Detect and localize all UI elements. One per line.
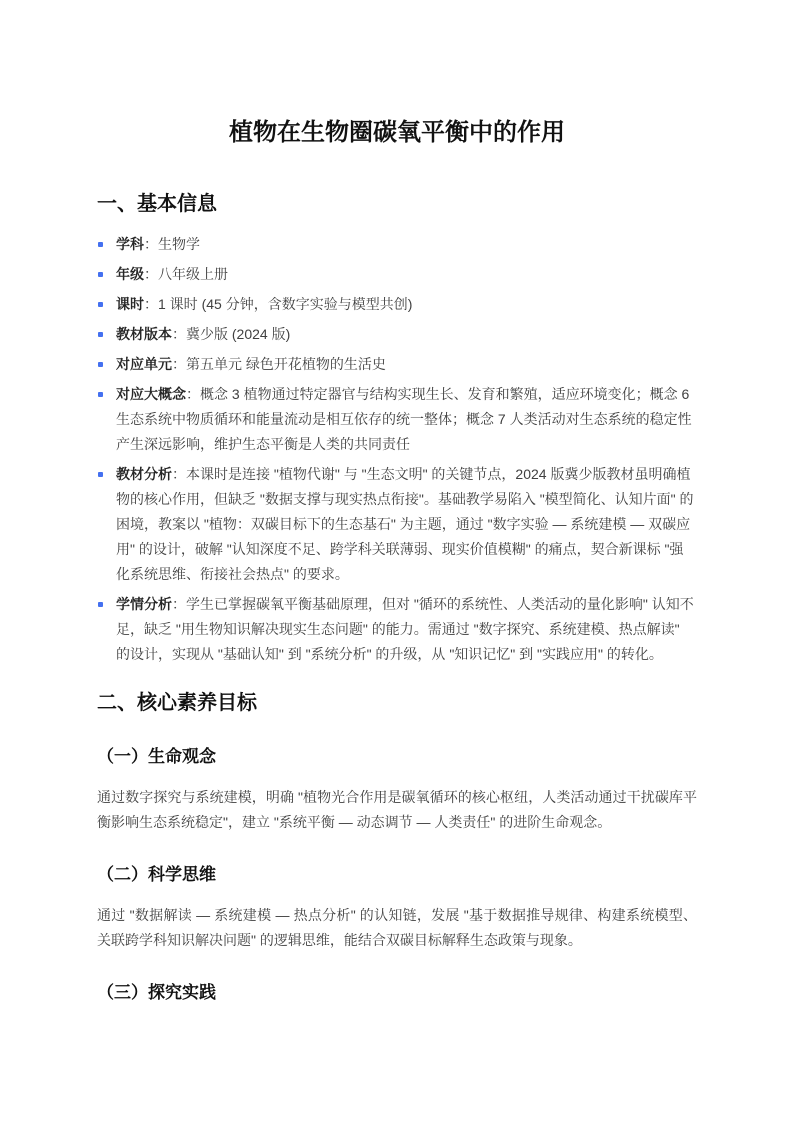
basic-info-list — [97, 232, 697, 667]
section-heading-basic-info: 一、基本信息 — [97, 193, 217, 215]
item-text: ：概念 3 植物通过特定器官与结构实现生长、发育和繁殖，适应环境变化；概念 6 生态系统中物质循环和能量流动是相互依存的统一整体；概念 7 人类活动对生态系统的稳定性产生深远影响，维护生态平衡是人类的共同责任 — [116, 386, 692, 452]
list-item-grade — [97, 262, 697, 287]
bullet-icon — [98, 472, 103, 477]
subsection-body-scientific-thinking: 通过 "数据解读 — 系统建模 — 热点分析" 的认知链，发展 "基于数据推导规律、构建系统模型、关联跨学科知识解决问题" 的逻辑思维，能结合双碳目标解释生态政策与现象。 — [97, 907, 697, 948]
item-text: ：本课时是连接 "植物代谢" 与 "生态文明" 的关键节点，2024 版冀少版教材虽明确植物的核心作用，但缺乏 "数据支撑与现实热点衔接"。基础教学易陷入 "模型简化、认知片面" 的困境，教案以 "植物：双碳目标下的生态基石" 为主题，通过 "数字实验 — 系统建模 — 双碳应用" 的设计，破解 "认知深度不足、跨学科关联薄弱、现实价值模糊" 的痛点，契合新课标 "强化系统思维、衔接社会热点" 的要求。 — [116, 466, 694, 582]
item-text: ：学生已掌握碳氧平衡基础原理，但对 "循环的系统性、人类活动的量化影响" 认知不足，缺乏 "用生物知识解决现实生态问题" 的能力。需通过 "数字探究、系统建模、热点解读" 的设计，实现从 "基础认知" 到 "系统分析" 的升级，从 "知识记忆" 到 "实践应用" 的转化。 — [116, 596, 694, 662]
bullet-icon — [98, 302, 103, 307]
list-item-big-concepts — [97, 382, 697, 457]
item-label: 对应大概念 — [116, 386, 186, 402]
list-item-learner-analysis — [97, 592, 697, 667]
item-label: 学情分析 — [116, 596, 172, 612]
section-heading-core-literacy: 二、核心素养目标 — [97, 692, 257, 714]
bullet-icon — [98, 332, 103, 337]
item-label: 对应单元 — [116, 356, 172, 372]
bullet-icon — [98, 242, 103, 247]
item-text: ：1 课时 (45 分钟，含数字实验与模型共创) — [144, 296, 413, 312]
subsection-heading-life-concept: （一）生命观念 — [97, 747, 216, 766]
bullet-icon — [98, 602, 103, 607]
list-item-subject — [97, 232, 697, 257]
bullet-icon — [98, 392, 103, 397]
list-item-unit — [97, 352, 697, 377]
list-item-textbook-analysis — [97, 462, 697, 587]
list-item-textbook-edition — [97, 322, 697, 347]
subsection-heading-inquiry-practice: （三）探究实践 — [97, 983, 216, 1002]
item-text: ：生物学 — [144, 236, 200, 252]
bullet-icon — [98, 272, 103, 277]
item-label: 年级 — [116, 266, 144, 282]
subsection-heading-scientific-thinking: （二）科学思维 — [97, 865, 216, 884]
item-label: 学科 — [116, 236, 144, 252]
item-label: 课时 — [116, 296, 144, 312]
bullet-icon — [98, 362, 103, 367]
document-title: 植物在生物圈碳氧平衡中的作用 — [229, 119, 565, 146]
list-item-class-hours — [97, 292, 697, 317]
item-text: ：冀少版 (2024 版) — [172, 326, 291, 342]
subsection-body-life-concept: 通过数字探究与系统建模，明确 "植物光合作用是碳氧循环的核心枢纽，人类活动通过干扰碳库平衡影响生态系统稳定"，建立 "系统平衡 — 动态调节 — 人类责任" 的进阶生命观念。 — [97, 789, 697, 830]
item-text: ：八年级上册 — [144, 266, 228, 282]
item-text: ：第五单元 绿色开花植物的生活史 — [172, 356, 386, 372]
item-label: 教材版本 — [116, 326, 172, 342]
item-label: 教材分析 — [116, 466, 172, 482]
